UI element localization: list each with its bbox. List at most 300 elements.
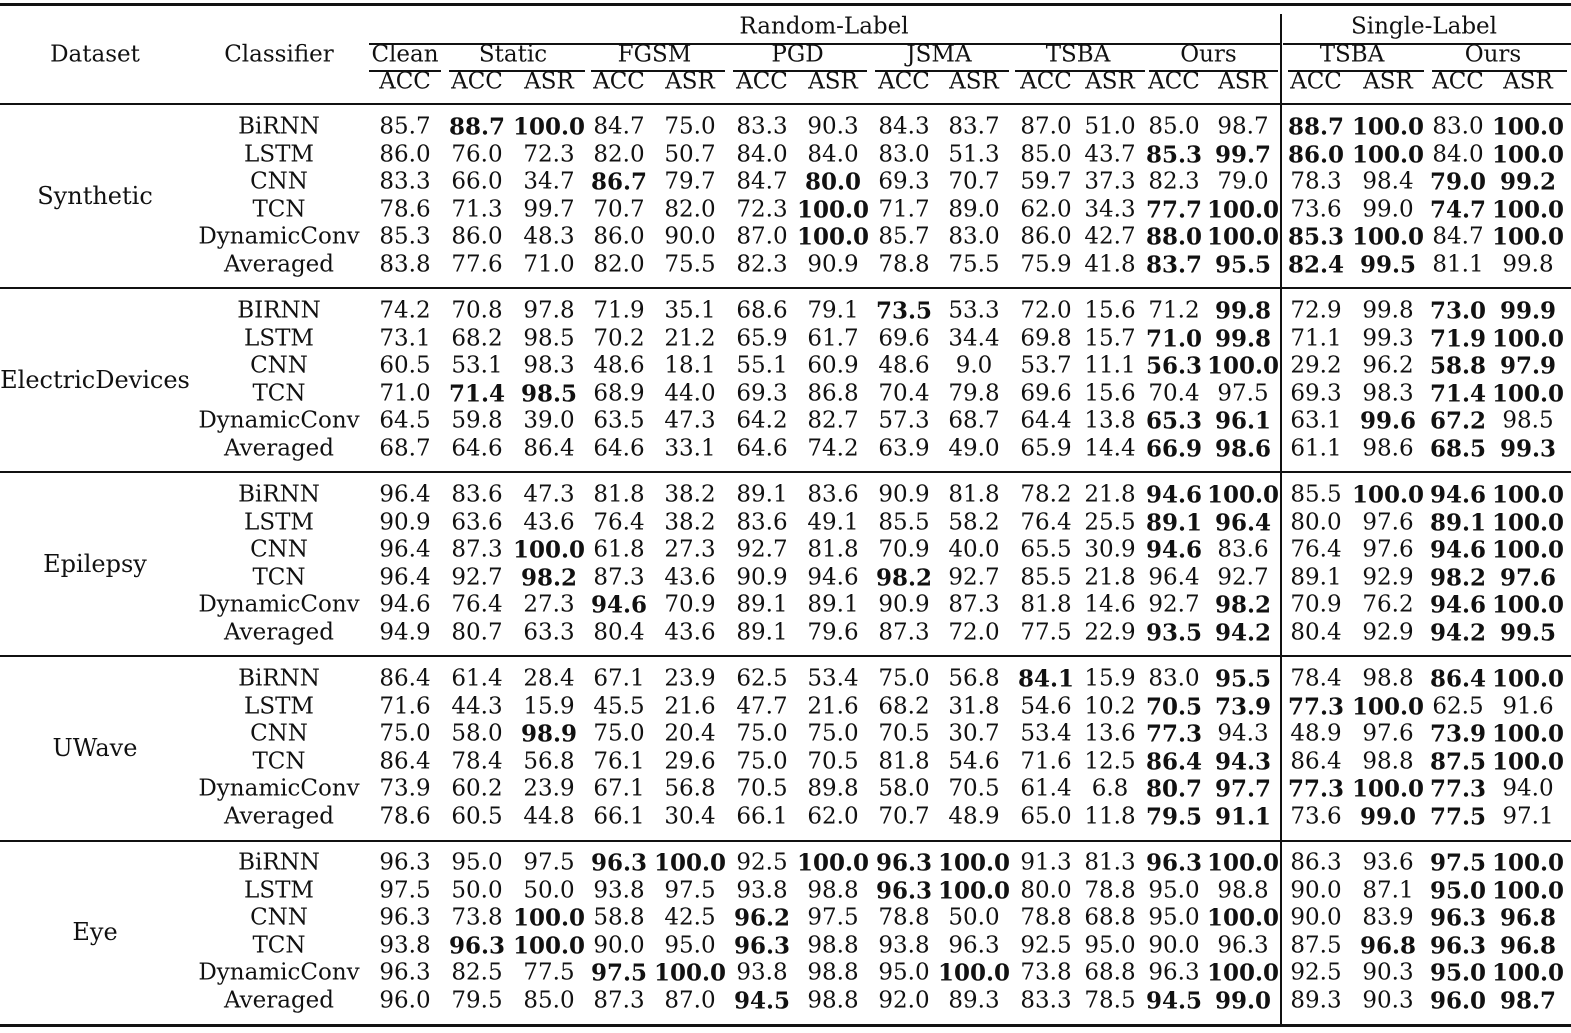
table-cell: 78.2 [1020, 481, 1072, 508]
table-cell: 97.5 [590, 959, 648, 987]
table-cell: 82.5 [451, 959, 503, 986]
table-cell: 15.9 [1084, 665, 1136, 692]
table-cell: 96.0 [379, 987, 431, 1014]
table-cell: 98.8 [807, 877, 859, 904]
table-cell: 81.8 [1020, 591, 1072, 618]
table-cell: 85.3 [379, 223, 431, 250]
table-cell: 100.0 [1206, 849, 1280, 877]
table-cell: 89.3 [1290, 987, 1342, 1014]
header-bottom-rule [0, 103, 1571, 105]
table-cell: 78.6 [379, 196, 431, 223]
table-cell: 14.4 [1084, 435, 1136, 462]
table-cell: 92.5 [1290, 959, 1342, 986]
table-cell: 98.8 [1362, 665, 1414, 692]
table-cell: 100.0 [796, 849, 870, 877]
table-cell: 83.8 [379, 251, 431, 278]
table-cell: 92.7 [1217, 564, 1269, 591]
table-cell: 34.7 [523, 168, 575, 195]
table-cell: 64.6 [736, 435, 788, 462]
table-cell: 96.3 [1429, 932, 1487, 960]
table-cell: 60.2 [451, 775, 503, 802]
table-cell: 56.8 [664, 775, 716, 802]
table-cell: 75.5 [664, 251, 716, 278]
table-cell: 76.1 [593, 748, 645, 775]
table-cell: 98.2 [1214, 591, 1272, 619]
table-cell: 48.9 [948, 803, 1000, 830]
table-cell: 100.0 [653, 959, 727, 987]
table-cell: 86.0 [451, 223, 503, 250]
table-cell: 78.8 [878, 904, 930, 931]
table-cell: 96.3 [379, 904, 431, 931]
table-cell: 58.2 [948, 509, 1000, 536]
table-cell: 73.5 [875, 297, 933, 325]
table-cell: 78.3 [1290, 168, 1342, 195]
table-cell: 73.8 [451, 904, 503, 931]
table-cell: 57.3 [878, 407, 930, 434]
table-cell: 85.0 [1020, 141, 1072, 168]
group-separator [0, 471, 1571, 473]
table-cell: 15.7 [1084, 325, 1136, 352]
table-cell: 78.4 [1290, 665, 1342, 692]
table-cell: 76.4 [1020, 509, 1072, 536]
table-cell: 34.3 [1084, 196, 1136, 223]
table-cell: 100.0 [1491, 591, 1565, 619]
table-cell: 38.2 [664, 481, 716, 508]
table-cell: 100.0 [1491, 196, 1565, 224]
table-cell: 98.2 [1429, 564, 1487, 592]
table-cell: 100.0 [1491, 113, 1565, 141]
table-cell: 80.0 [1290, 509, 1342, 536]
table-cell: 64.5 [379, 407, 431, 434]
table-cell: 64.4 [1020, 407, 1072, 434]
table-cell: 100.0 [512, 904, 586, 932]
table-cell: 94.6 [379, 591, 431, 618]
table-cell: 15.6 [1084, 297, 1136, 324]
table-cell: 71.0 [1145, 325, 1203, 353]
table-cell: 99.8 [1502, 251, 1554, 278]
table-cell: 100.0 [937, 959, 1011, 987]
table-cell: 85.0 [523, 987, 575, 1014]
table-cell: 76.4 [593, 509, 645, 536]
table-cell: 47.3 [664, 407, 716, 434]
table-cell: 96.3 [379, 849, 431, 876]
table-cell: 11.8 [1084, 803, 1136, 830]
table-cell: 78.6 [379, 803, 431, 830]
table-cell: 97.8 [523, 297, 575, 324]
table-cell: 50.0 [451, 877, 503, 904]
classifier-label: DynamicConv [198, 591, 360, 618]
classifier-label: BiRNN [238, 665, 320, 692]
table-cell: 71.4 [448, 380, 506, 408]
table-cell: 69.8 [1020, 325, 1072, 352]
table-cell: 23.9 [664, 665, 716, 692]
table-cell: 87.3 [948, 591, 1000, 618]
table-cell: 93.8 [379, 932, 431, 959]
table-cell: 100.0 [1351, 693, 1425, 721]
table-cell: 72.9 [1290, 297, 1342, 324]
table-cell: 88.7 [448, 113, 506, 141]
table-cell: 92.7 [736, 536, 788, 563]
table-cell: 72.0 [1020, 297, 1072, 324]
table-cell: 30.4 [664, 803, 716, 830]
table-cell: 74.2 [379, 297, 431, 324]
table-cell: 83.6 [736, 509, 788, 536]
table-cell: 96.3 [733, 932, 791, 960]
header-dataset: Dataset [50, 41, 140, 68]
table-cell: 75.0 [878, 665, 930, 692]
table-cell: 93.8 [736, 959, 788, 986]
table-cell: 81.3 [1084, 849, 1136, 876]
table-cell: 71.4 [1429, 380, 1487, 408]
classifier-label: LSTM [244, 325, 314, 352]
bottom-rule [0, 1024, 1571, 1027]
table-cell: 65.0 [1020, 803, 1072, 830]
table-cell: 95.0 [1429, 959, 1487, 987]
table-cell: 99.0 [1214, 987, 1272, 1015]
table-cell: 100.0 [937, 877, 1011, 905]
table-cell: 87.0 [736, 223, 788, 250]
table-cell: 18.1 [664, 352, 716, 379]
table-cell: 98.7 [1499, 987, 1557, 1015]
table-cell: 83.7 [948, 113, 1000, 140]
table-cell: 70.9 [1290, 591, 1342, 618]
table-cell: 42.7 [1084, 223, 1136, 250]
table-cell: 85.7 [878, 223, 930, 250]
table-cell: 44.3 [451, 693, 503, 720]
table-cell: 37.3 [1084, 168, 1136, 195]
table-cell: 100.0 [1491, 665, 1565, 693]
table-cell: 77.3 [1429, 775, 1487, 803]
table-cell: 92.5 [736, 849, 788, 876]
table-cell: 96.2 [733, 904, 791, 932]
table-cell: 90.9 [878, 481, 930, 508]
table-cell: 94.6 [1145, 481, 1203, 509]
table-cell: 99.6 [1359, 407, 1417, 435]
table-cell: 73.8 [1020, 959, 1072, 986]
table-cell: 96.0 [1429, 987, 1487, 1015]
table-cell: 98.3 [1362, 380, 1414, 407]
table-cell: 71.6 [379, 693, 431, 720]
table-cell: 77.3 [1287, 775, 1345, 803]
table-cell: 62.5 [1432, 693, 1484, 720]
table-cell: 84.7 [593, 113, 645, 140]
metric-header-acc: ACC [593, 68, 645, 95]
table-cell: 98.7 [1217, 113, 1269, 140]
table-cell: 90.0 [1148, 932, 1200, 959]
table-cell: 20.4 [664, 720, 716, 747]
table-cell: 97.5 [664, 877, 716, 904]
table-cell: 70.2 [593, 325, 645, 352]
table-cell: 35.1 [664, 297, 716, 324]
table-cell: 86.0 [1020, 223, 1072, 250]
method-header-pgd: PGD [771, 41, 824, 68]
table-cell: 99.7 [1214, 141, 1272, 169]
table-cell: 99.8 [1214, 297, 1272, 325]
table-cell: 68.8 [1084, 904, 1136, 931]
method-header-tsba: TSBA [1045, 41, 1111, 68]
table-cell: 43.6 [523, 509, 575, 536]
table-cell: 13.8 [1084, 407, 1136, 434]
table-cell: 84.0 [736, 141, 788, 168]
table-cell: 27.3 [523, 591, 575, 618]
table-cell: 80.4 [1290, 619, 1342, 646]
table-cell: 93.5 [1145, 619, 1203, 647]
table-cell: 30.9 [1084, 536, 1136, 563]
table-cell: 21.6 [807, 693, 859, 720]
single-method-header-tsba: TSBA [1319, 41, 1385, 68]
table-cell: 70.7 [878, 803, 930, 830]
table-cell: 70.5 [1145, 693, 1203, 721]
classifier-label: BiRNN [238, 849, 320, 876]
table-cell: 96.4 [379, 536, 431, 563]
table-cell: 73.6 [1290, 196, 1342, 223]
table-cell: 85.5 [878, 509, 930, 536]
table-cell: 60.9 [807, 352, 859, 379]
table-cell: 28.4 [523, 665, 575, 692]
classifier-label: LSTM [244, 141, 314, 168]
table-cell: 96.3 [875, 877, 933, 905]
table-cell: 85.5 [1020, 564, 1072, 591]
classifier-label: CNN [250, 352, 308, 379]
table-cell: 100.0 [1491, 849, 1565, 877]
group-separator [0, 287, 1571, 289]
table-cell: 89.1 [736, 591, 788, 618]
table-cell: 93.6 [1362, 849, 1414, 876]
table-cell: 96.3 [379, 959, 431, 986]
table-cell: 67.1 [593, 665, 645, 692]
table-cell: 75.0 [736, 748, 788, 775]
table-cell: 67.1 [593, 775, 645, 802]
classifier-label: LSTM [244, 509, 314, 536]
table-cell: 73.9 [379, 775, 431, 802]
table-cell: 79.6 [807, 619, 859, 646]
table-cell: 92.7 [1148, 591, 1200, 618]
table-cell: 95.0 [878, 959, 930, 986]
table-cell: 90.9 [736, 564, 788, 591]
method-header-ours: Ours [1180, 41, 1237, 68]
table-cell: 97.6 [1362, 509, 1414, 536]
table-cell: 59.7 [1020, 168, 1072, 195]
table-cell: 78.8 [878, 251, 930, 278]
group-separator [0, 655, 1571, 657]
classifier-label: BiRNN [238, 113, 320, 140]
table-cell: 58.0 [451, 720, 503, 747]
table-cell: 77.6 [451, 251, 503, 278]
table-cell: 58.8 [593, 904, 645, 931]
table-cell: 10.2 [1084, 693, 1136, 720]
table-cell: 58.0 [878, 775, 930, 802]
classifier-label: CNN [250, 536, 308, 563]
table-cell: 89.1 [1145, 509, 1203, 537]
table-cell: 73.9 [1214, 693, 1272, 721]
table-cell: 53.4 [1020, 720, 1072, 747]
classifier-label: BIRNN [237, 297, 321, 324]
metric-header-asr: ASR [949, 68, 999, 95]
table-cell: 95.5 [1214, 665, 1272, 693]
table-cell: 71.7 [878, 196, 930, 223]
table-cell: 99.9 [1499, 297, 1557, 325]
table-cell: 86.4 [523, 435, 575, 462]
table-cell: 79.0 [1217, 168, 1269, 195]
table-cell: 70.4 [878, 380, 930, 407]
table-cell: 99.3 [1499, 435, 1557, 463]
table-cell: 55.1 [736, 352, 788, 379]
table-cell: 94.0 [1502, 775, 1554, 802]
table-cell: 61.1 [1290, 435, 1342, 462]
table-cell: 53.7 [1020, 352, 1072, 379]
table-cell: 83.6 [451, 481, 503, 508]
table-cell: 96.3 [1148, 959, 1200, 986]
table-cell: 77.3 [1145, 720, 1203, 748]
table-cell: 98.8 [807, 987, 859, 1014]
table-cell: 71.6 [1020, 748, 1072, 775]
table-cell: 76.4 [1290, 536, 1342, 563]
table-cell: 100.0 [1491, 223, 1565, 251]
table-cell: 100.0 [653, 849, 727, 877]
table-cell: 69.6 [1020, 380, 1072, 407]
table-cell: 61.7 [807, 325, 859, 352]
table-cell: 78.5 [1084, 987, 1136, 1014]
table-cell: 70.7 [593, 196, 645, 223]
table-cell: 79.1 [807, 297, 859, 324]
table-cell: 86.4 [1145, 748, 1203, 776]
table-cell: 68.6 [736, 297, 788, 324]
table-cell: 62.0 [807, 803, 859, 830]
table-cell: 98.3 [523, 352, 575, 379]
table-cell: 78.8 [1084, 877, 1136, 904]
table-cell: 71.9 [1429, 325, 1487, 353]
table-cell: 80.4 [593, 619, 645, 646]
table-cell: 70.5 [736, 775, 788, 802]
table-cell: 71.0 [379, 380, 431, 407]
table-cell: 99.2 [1499, 168, 1557, 196]
table-cell: 75.9 [1020, 251, 1072, 278]
table-cell: 90.3 [1362, 987, 1414, 1014]
table-cell: 90.0 [664, 223, 716, 250]
table-cell: 86.4 [379, 748, 431, 775]
table-cell: 82.4 [1287, 251, 1345, 279]
table-cell: 68.7 [948, 407, 1000, 434]
table-cell: 83.6 [1217, 536, 1269, 563]
table-cell: 94.6 [1429, 481, 1487, 509]
table-cell: 86.0 [379, 141, 431, 168]
table-cell: 96.8 [1359, 932, 1417, 960]
table-cell: 81.8 [948, 481, 1000, 508]
table-cell: 98.6 [1214, 435, 1272, 463]
table-cell: 14.6 [1084, 591, 1136, 618]
table-cell: 82.0 [593, 141, 645, 168]
table-cell: 100.0 [1206, 959, 1280, 987]
table-cell: 22.9 [1084, 619, 1136, 646]
table-cell: 96.8 [1499, 904, 1557, 932]
table-cell: 97.5 [523, 849, 575, 876]
table-cell: 86.3 [1290, 849, 1342, 876]
table-cell: 100.0 [1351, 481, 1425, 509]
table-cell: 93.8 [878, 932, 930, 959]
table-cell: 90.0 [1290, 904, 1342, 931]
table-cell: 97.9 [1499, 352, 1557, 380]
table-cell: 75.0 [736, 720, 788, 747]
table-cell: 99.7 [523, 196, 575, 223]
table-cell: 40.0 [948, 536, 1000, 563]
table-cell: 61.4 [1020, 775, 1072, 802]
table-cell: 90.0 [593, 932, 645, 959]
table-cell: 99.8 [1214, 325, 1272, 353]
table-cell: 87.0 [1020, 113, 1072, 140]
table-cell: 70.7 [948, 168, 1000, 195]
classifier-label: CNN [250, 904, 308, 931]
table-cell: 88.0 [1145, 223, 1203, 251]
table-cell: 84.1 [1017, 665, 1075, 693]
table-cell: 84.7 [1432, 223, 1484, 250]
table-cell: 80.0 [804, 168, 862, 196]
table-cell: 91.6 [1502, 693, 1554, 720]
table-cell: 97.5 [379, 877, 431, 904]
table-cell: 86.7 [590, 168, 648, 196]
table-cell: 98.5 [523, 325, 575, 352]
table-cell: 94.6 [807, 564, 859, 591]
metric-header-acc: ACC [1148, 68, 1200, 95]
table-cell: 73.9 [1429, 720, 1487, 748]
table-cell: 59.8 [451, 407, 503, 434]
table-cell: 76.2 [1362, 591, 1414, 618]
section-divider-vertical [1280, 14, 1282, 1024]
table-cell: 94.6 [1429, 536, 1487, 564]
table-cell: 95.0 [1429, 877, 1487, 905]
table-cell: 89.0 [948, 196, 1000, 223]
table-cell: 96.4 [379, 481, 431, 508]
table-cell: 69.6 [878, 325, 930, 352]
table-cell: 21.2 [664, 325, 716, 352]
table-cell: 71.0 [523, 251, 575, 278]
table-cell: 84.0 [1432, 141, 1484, 168]
table-cell: 83.0 [1432, 113, 1484, 140]
table-cell: 62.0 [1020, 196, 1072, 223]
table-cell: 48.9 [1290, 720, 1342, 747]
table-cell: 96.3 [948, 932, 1000, 959]
classifier-label: TCN [252, 748, 306, 775]
method-header-clean: Clean [371, 41, 439, 68]
table-cell: 51.3 [948, 141, 1000, 168]
classifier-label: TCN [252, 932, 306, 959]
table-cell: 25.5 [1084, 509, 1136, 536]
table-cell: 77.5 [523, 959, 575, 986]
table-cell: 95.5 [1214, 251, 1272, 279]
table-cell: 89.1 [736, 619, 788, 646]
table-cell: 70.9 [664, 591, 716, 618]
metric-header-acc: ACC [1290, 68, 1342, 95]
table-cell: 51.0 [1084, 113, 1136, 140]
table-cell: 12.5 [1084, 748, 1136, 775]
table-cell: 48.3 [523, 223, 575, 250]
metric-header-acc: ACC [451, 68, 503, 95]
table-cell: 77.7 [1145, 196, 1203, 224]
table-cell: 87.3 [593, 564, 645, 591]
table-cell: 96.4 [1214, 509, 1272, 537]
table-cell: 84.7 [736, 168, 788, 195]
table-cell: 43.6 [664, 564, 716, 591]
table-cell: 33.1 [664, 435, 716, 462]
table-cell: 93.8 [593, 877, 645, 904]
table-cell: 60.5 [451, 803, 503, 830]
table-cell: 98.2 [520, 564, 578, 592]
table-cell: 70.5 [948, 775, 1000, 802]
table-cell: 94.5 [733, 987, 791, 1015]
table-cell: 11.1 [1084, 352, 1136, 379]
table-cell: 90.0 [1290, 877, 1342, 904]
table-cell: 83.0 [1148, 665, 1200, 692]
table-cell: 96.3 [1217, 932, 1269, 959]
